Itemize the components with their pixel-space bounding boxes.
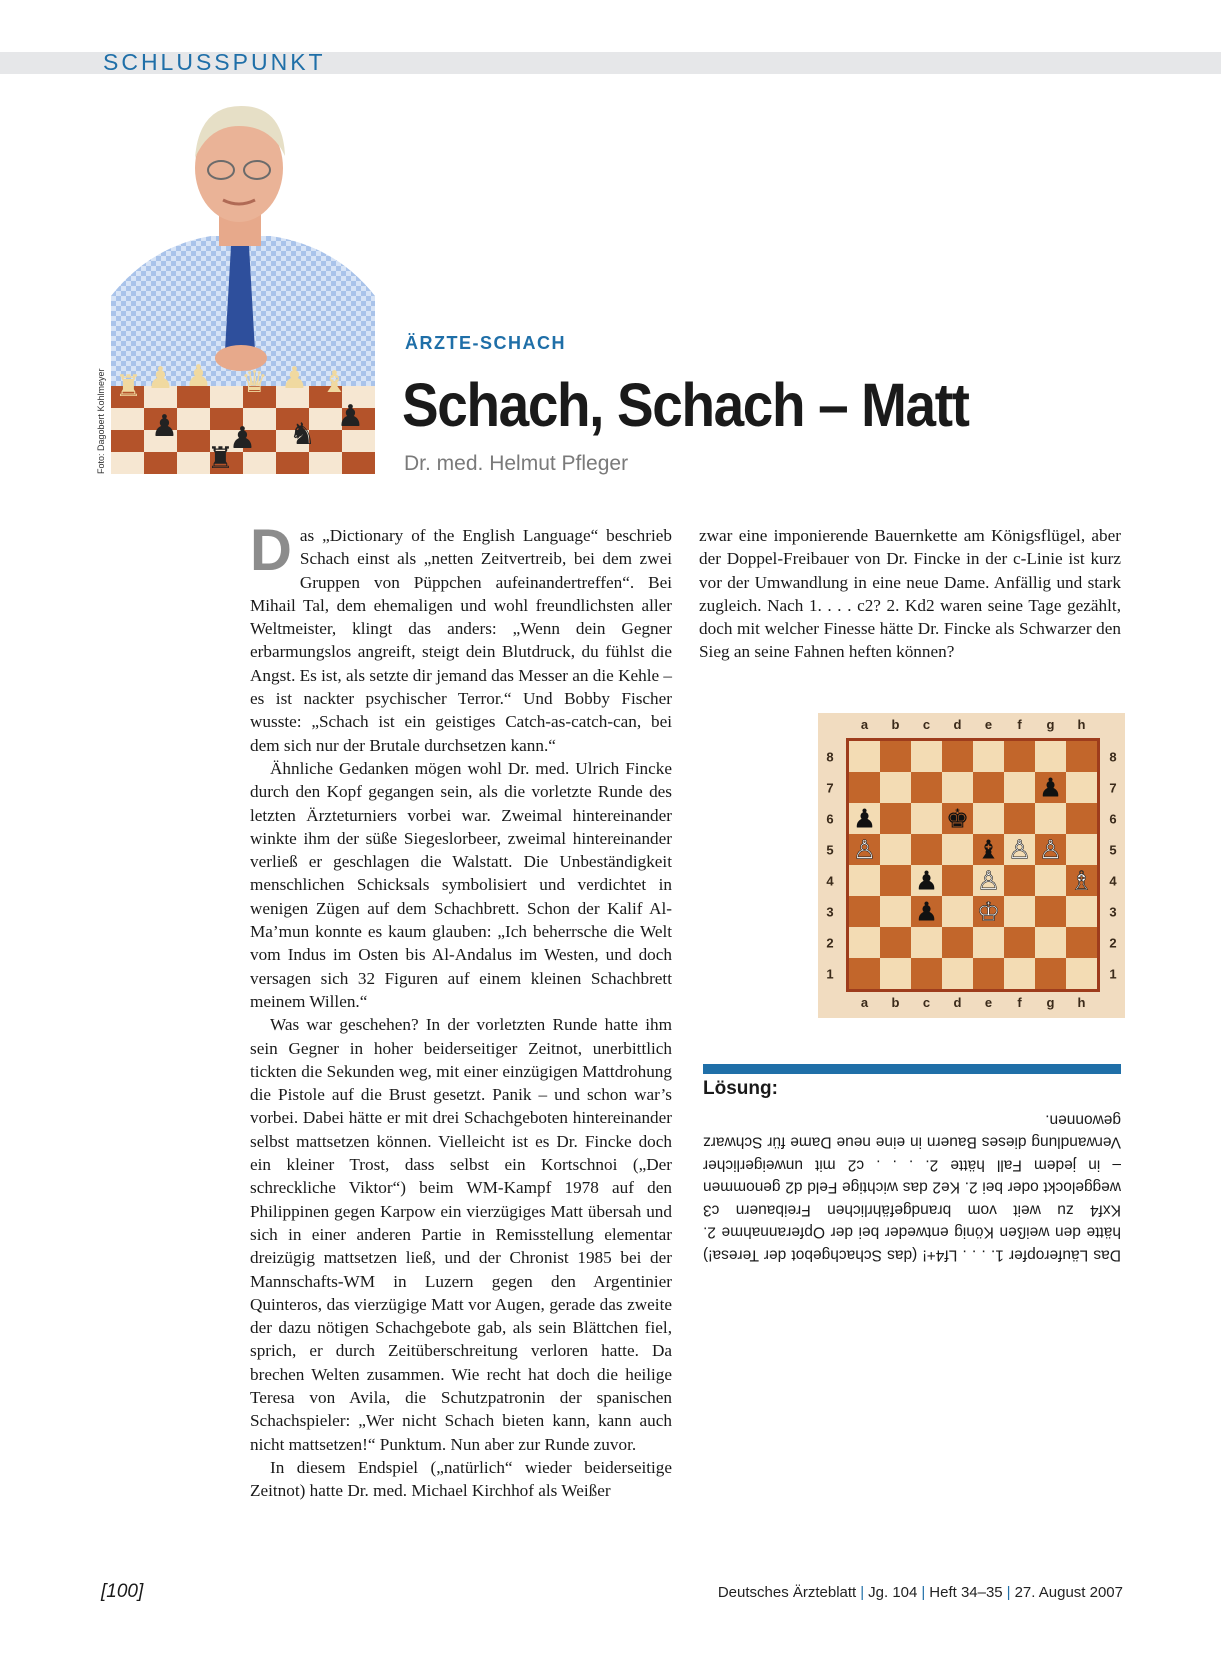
chess-piece-e5: ♝ [976, 835, 1001, 866]
file-label-top: h [1077, 717, 1086, 732]
chess-piece-g5: ♙ [1038, 835, 1063, 866]
solution-bar [703, 1064, 1121, 1074]
journal-date: 27. August 2007 [1014, 1584, 1123, 1601]
board-square-f3 [1004, 896, 1035, 927]
board-square-a4 [849, 865, 880, 896]
separator: | [860, 1584, 865, 1601]
page-number: [100] [101, 1581, 144, 1602]
board-square-f4 [1004, 865, 1035, 896]
rank-label-left: 5 [826, 842, 834, 858]
board-square-a8 [849, 741, 880, 772]
file-label-top: a [860, 717, 869, 732]
rank-label-right: 7 [1109, 780, 1117, 796]
board-square-f6 [1004, 803, 1035, 834]
journal-name: Deutsches Ärzteblatt [717, 1584, 857, 1601]
board-square-h5 [1066, 834, 1097, 865]
journal-info [718, 1584, 1123, 1601]
svg-text:♟: ♟ [185, 359, 212, 394]
rank-label-right: 8 [1109, 749, 1117, 765]
journal-volume: Jg. 104 [868, 1584, 918, 1601]
rank-label-right: 6 [1109, 811, 1117, 827]
chess-piece-c4: ♟ [914, 866, 939, 897]
board-square-g1 [1035, 958, 1066, 989]
section-label: SCHLUSSPUNKT [103, 49, 326, 75]
file-label-bottom: h [1077, 995, 1086, 1010]
board-square-c5 [911, 834, 942, 865]
rank-label-right: 2 [1109, 935, 1117, 951]
file-label-top: b [891, 717, 900, 732]
board-square-e7 [973, 772, 1004, 803]
file-label-bottom: f [1017, 995, 1022, 1010]
rank-label-left: 7 [826, 780, 834, 796]
file-label-bottom: g [1046, 995, 1055, 1010]
board-square-c6 [911, 803, 942, 834]
paragraph-2: Ähnliche Gedanken mögen wohl Dr. med. Ulrich Fincke durch den Kopf gegangen sein, als die vorletzte Runde des letzten Ärzteturniers vorbei war. Zweimal hintereinander winkte ihm der süße Siegeslorbeer, zweimal hintereinander verließ er geschlagen die Walstatt. Die Unbeständigkeit menschlichen Schicksals symbolisiert und verdichtet in wenigen Zügen auf dem Schachbrett. Schon der Kalif Al-Ma’mun konnte es kaum glauben: „Ich beherrsche die Welt vom Indus im Osten bis Al-Andalus im Westen, und doch versagen sich 32 Figuren auf einem kleinen Schachbrett meinem Willen.“ [250, 758, 672, 1011]
chess-piece-e3: ♔ [976, 897, 1001, 928]
chess-piece-f5: ♙ [1007, 835, 1032, 866]
chess-piece-e4: ♙ [976, 866, 1001, 897]
board-square-c2 [911, 927, 942, 958]
board-square-b1 [880, 958, 911, 989]
file-label-bottom: d [953, 995, 962, 1010]
board-square-e6 [973, 803, 1004, 834]
board-square-a7 [849, 772, 880, 803]
board-square-c1 [911, 958, 942, 989]
file-label-bottom: c [922, 995, 931, 1010]
board-square-h7 [1066, 772, 1097, 803]
svg-text:♟: ♟ [337, 399, 364, 434]
chess-piece-d6: ♚ [945, 804, 970, 835]
chess-piece-a5: ♙ [852, 835, 877, 866]
svg-text:♟: ♟ [281, 361, 308, 396]
board-square-f2 [1004, 927, 1035, 958]
chess-board [818, 713, 1125, 1018]
board-square-h8 [1066, 741, 1097, 772]
solution-title: Lösung: [703, 1078, 778, 1099]
board-square-e8 [973, 741, 1004, 772]
paragraph-4: In diesem Endspiel („natürlich“ wieder beiderseitige Zeitnot) hatte Dr. med. Michael Kirchhof als Weißer [250, 1457, 672, 1501]
board-square-b5 [880, 834, 911, 865]
rank-label-left: 1 [826, 966, 834, 982]
photo-credit: Foto: Dagobert Kohlmeyer [96, 368, 106, 474]
rank-label-right: 5 [1109, 842, 1117, 858]
board-square-h3 [1066, 896, 1097, 927]
journal-issue: Heft 34–35 [929, 1584, 1003, 1601]
board-square-b6 [880, 803, 911, 834]
separator: | [1006, 1584, 1011, 1601]
file-label-top: c [922, 717, 931, 732]
rank-label-right: 3 [1109, 904, 1117, 920]
paragraph-1 [250, 518, 672, 757]
board-square-g8 [1035, 741, 1066, 772]
board-square-d3 [942, 896, 973, 927]
board-square-h2 [1066, 927, 1097, 958]
board-square-d4 [942, 865, 973, 896]
board-square-b4 [880, 865, 911, 896]
file-label-top: f [1017, 717, 1022, 732]
board-square-b2 [880, 927, 911, 958]
board-square-c7 [911, 772, 942, 803]
board-square-a1 [849, 958, 880, 989]
solution-text: Das Läuferopfer 1. . . . Lf4+! (das Schachgebot der Teresa!) hätte den weißen König entweder bei der Opferannahme 2. Kxf4 zu weit vom brandgefährlichen Freibauern c3 weggelockt oder bei 2. Ke2 das wichtige Feld d2 genommen – in jedem Fall hätte 2. . . . c2 mit unweigerlicher Verwandlung dieses Bauern in eine neue Dame für Schwarz gewonnen. [703, 1111, 1121, 1264]
board-square-b7 [880, 772, 911, 803]
article-title: Schach, Schach – Matt [402, 371, 969, 439]
separator: | [921, 1584, 926, 1601]
board-square-d7 [942, 772, 973, 803]
svg-text:♝: ♝ [321, 365, 348, 400]
board-square-g6 [1035, 803, 1066, 834]
board-square-b3 [880, 896, 911, 927]
rank-label-left: 6 [826, 811, 834, 827]
file-label-bottom: e [984, 995, 993, 1010]
article-author: Dr. med. Helmut Pfleger [404, 452, 629, 475]
svg-text:♜: ♜ [115, 369, 142, 404]
author-photo [111, 96, 375, 474]
svg-text:♟: ♟ [229, 421, 256, 456]
board-square-g2 [1035, 927, 1066, 958]
board-square-h6 [1066, 803, 1097, 834]
paragraph-3: Was war geschehen? In der vorletzten Runde hatte ihm sein Gegner in hoher beiderseitiger Zeitnot, unerbittlich tickten die Sekunden weg, mit einer einzügigen Mattdrohung die Pistole auf die Brust gesetzt. Panik – und schon war’s vorbei. Dabei hätte er mit drei Schachgeboten hintereinander selbst mattsetzen können. Vielleicht ist es Dr. Fincke doch ein kleiner Trost, dass selbst ein Kortschnoi („Der schreckliche Viktor“) beim WM-Kampf 1978 auf den Philippinen gegen Karpow ein vierzügiges Matt übersah und sich in einer anderen Partie in Remisstellung elementar dreizügig mattsetzen ließ, und der Chronist 1985 bei der Mannschafts-WM in Luzern gegen den Argentinier Quinteros, das vierzügige Matt vor Augen, gerade das zweite der dazu nötigen Schachgebote gab, als sein Blättchen fiel, sprich, er durch Zeitüberschreitung verloren hatte. Da brechen Welten zusammen. Wie recht hat doch die heilige Teresa von Avila, die Schutzpatronin der spanischen Schachspieler: „Wer nicht Schach bieten kann, kann auch nicht mattsetzen!“ Punktum. Nun aber zur Runde zuvor. [250, 1015, 672, 1454]
board-square-f1 [1004, 958, 1035, 989]
rank-label-right: 4 [1109, 873, 1117, 889]
chess-piece-h4: ♗ [1069, 866, 1094, 897]
board-square-d8 [942, 741, 973, 772]
chess-piece-c3: ♟ [914, 897, 939, 928]
board-square-g4 [1035, 865, 1066, 896]
paragraph-5: zwar eine imponierende Bauernkette am Königsflügel, aber der Doppel-Freibauer von Dr. Fincke in der c-Linie ist kurz vor der Umwandlung in eine neue Dame. Anfällig und stark zugleich. Nach 1. . . . c2? 2. Kd2 waren seine Tage gezählt, doch mit welcher Finesse hätte Dr. Fincke als Schwarzer den Sieg an seine Fahnen heften können? [699, 526, 1121, 662]
board-square-b8 [880, 741, 911, 772]
article-column-1 [250, 518, 672, 1502]
file-label-top: d [953, 717, 962, 732]
article-column-2 [699, 524, 1121, 664]
svg-text:♟: ♟ [151, 409, 178, 444]
rank-label-left: 3 [826, 904, 834, 920]
board-square-e2 [973, 927, 1004, 958]
rank-label-right: 1 [1109, 966, 1117, 982]
file-label-top: g [1046, 717, 1055, 732]
board-square-g3 [1035, 896, 1066, 927]
drop-cap: D [250, 518, 292, 583]
rank-label-left: 4 [826, 873, 834, 889]
svg-text:♟: ♟ [147, 361, 174, 396]
file-label-bottom: a [860, 995, 869, 1010]
rank-label-left: 8 [826, 749, 834, 765]
board-square-h1 [1066, 958, 1097, 989]
chess-piece-a6: ♟ [852, 804, 877, 835]
paragraph-1-text: as „Dictionary of the English Language“ beschrieb Schach einst als „netten Zeitvertreib, bei dem zwei Gruppen von Püppchen aufeinandertreffen“. Bei Mihail Tal, dem ehemaligen und wohl freundlichsten aller Weltmeister, klingt das anders: „Wenn dein Gegner erbarmungslos angreift, steigt dein Blutdruck, du fühlst die Angst. Es ist, als setzte dir jemand das Messer an die Kehle – es ist nackter psychischer Terror.“ Und Bobby Fischer wusste: „Schach ist ein geistiges Catch-as-catch-can, bei dem sich nur der Brutale durchsetzen kann.“ [250, 526, 672, 755]
board-square-d2 [942, 927, 973, 958]
svg-text:♞: ♞ [289, 417, 316, 452]
board-square-d5 [942, 834, 973, 865]
board-square-a2 [849, 927, 880, 958]
rank-label-left: 2 [826, 935, 834, 951]
file-label-bottom: b [891, 995, 900, 1010]
article-kicker: ÄRZTE-SCHACH [405, 333, 566, 353]
board-square-c8 [911, 741, 942, 772]
svg-text:♜: ♜ [207, 441, 234, 474]
board-square-f7 [1004, 772, 1035, 803]
svg-text:♛: ♛ [241, 365, 268, 400]
board-square-e1 [973, 958, 1004, 989]
board-square-a3 [849, 896, 880, 927]
board-square-d1 [942, 958, 973, 989]
board-square-f8 [1004, 741, 1035, 772]
chess-piece-g7: ♟ [1038, 773, 1063, 804]
chess-diagram [818, 713, 1125, 1018]
file-label-top: e [984, 717, 993, 732]
